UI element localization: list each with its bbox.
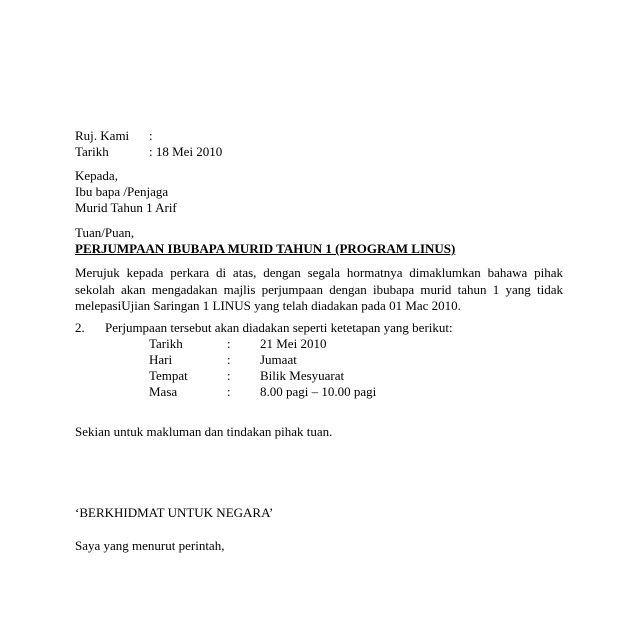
detail-colon-tarikh: : — [227, 336, 231, 351]
recipient-line-1: Kepada, — [75, 168, 118, 183]
detail-value-tempat: Bilik Mesyuarat — [260, 368, 345, 383]
point-2-number: 2. — [75, 320, 85, 335]
detail-colon-masa: : — [227, 384, 231, 399]
point-2-text: Perjumpaan tersebut akan diadakan seperti ketetapan yang berikut: — [105, 320, 453, 335]
paragraph-1: Merujuk kepada perkara di atas, dengan segala hormatnya dimaklumkan bahawa pihak sekolah akan mengadakan majlis perjumpaan dengan ibubapa murid tahun 1 yang tidak melepasiUjian Saringan 1 LINUS yang telah diadakan pada 01 Mac 2010. — [75, 265, 563, 313]
detail-colon-hari: : — [227, 352, 231, 367]
detail-value-hari: Jumaat — [260, 352, 297, 367]
ref-tarikh-label: Tarikh — [75, 144, 109, 159]
ref-ruj-label: Ruj. Kami — [75, 128, 130, 143]
detail-label-tarikh: Tarikh — [149, 336, 183, 351]
detail-label-hari: Hari — [149, 352, 173, 367]
detail-value-tarikh: 21 Mei 2010 — [260, 336, 327, 351]
detail-label-masa: Masa — [149, 384, 178, 399]
detail-colon-tempat: : — [227, 368, 231, 383]
letter-subject: PERJUMPAAN IBUBAPA MURID TAHUN 1 (PROGRAM LINUS) — [75, 241, 456, 256]
salutation: Tuan/Puan, — [75, 225, 135, 240]
recipient-line-2: Ibu bapa /Penjaga — [75, 184, 169, 199]
motto: ‘BERKHIDMAT UNTUK NEGARA’ — [75, 505, 274, 520]
ref-ruj-colon: : — [149, 128, 153, 143]
detail-label-tempat: Tempat — [149, 368, 188, 383]
detail-value-masa: 8.00 pagi – 10.00 pagi — [260, 384, 377, 399]
ref-tarikh-value: : 18 Mei 2010 — [149, 144, 223, 159]
signoff: Saya yang menurut perintah, — [75, 538, 225, 553]
closing-sentence: Sekian untuk makluman dan tindakan pihak tuan. — [75, 424, 333, 439]
recipient-line-3: Murid Tahun 1 Arif — [75, 200, 177, 215]
